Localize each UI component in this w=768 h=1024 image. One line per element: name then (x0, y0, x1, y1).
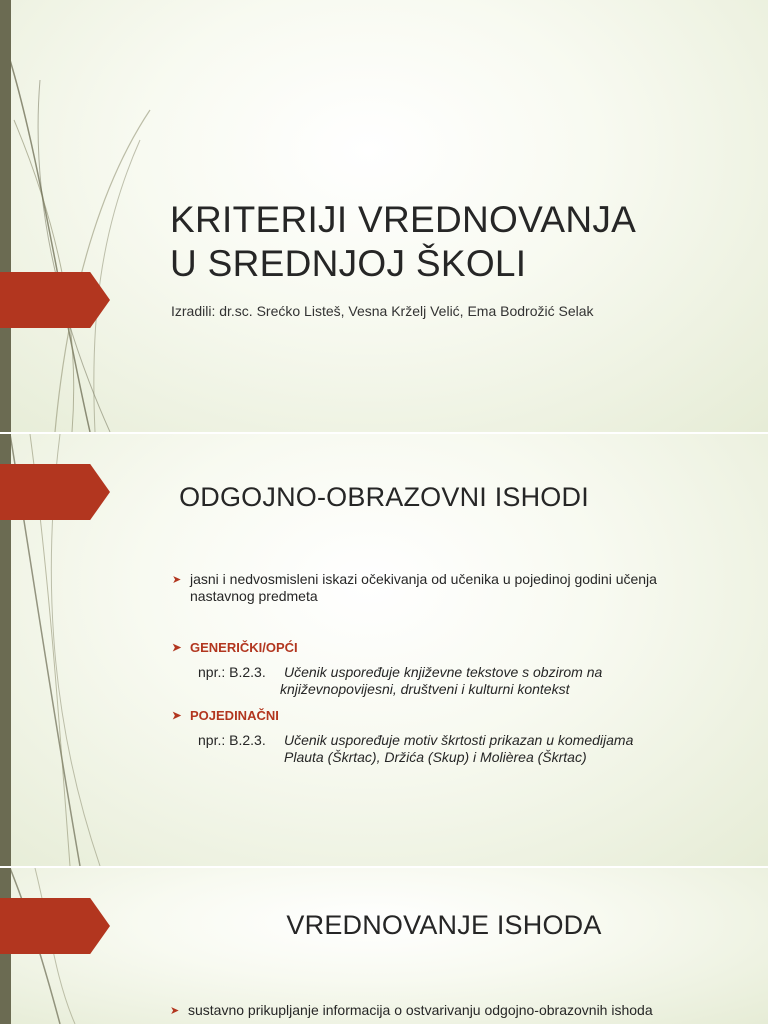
bullet-text-line-1: jasni i nedvosmisleni iskazi očekivanja od učenika u pojedinoj godini učenja (190, 571, 657, 587)
slide-2-title: ODGOJNO-OBRAZOVNI ISHODI (179, 482, 589, 512)
slide-2 (0, 434, 768, 866)
bullet-arrow-icon: ➤ (172, 642, 182, 654)
bullet-collection (170, 1002, 758, 1019)
generic-example-line-2 (280, 681, 569, 698)
bullet-arrow-icon: ➤ (172, 574, 182, 586)
slide-1-subtitle: Izradili: dr.sc. Srećko Listeš, Vesna Krželj Velić, Ema Bodrožić Selak (171, 303, 594, 319)
generic-label: GENERIČKI/OPĆI (190, 640, 298, 655)
specific-example-prefix: npr.: B.2.3. (198, 732, 266, 748)
specific-example-text-1: Učenik uspoređuje motiv škrtosti prikazan u komedijama (284, 732, 634, 748)
title-line-2: U SREDNJOJ ŠKOLI (170, 243, 527, 284)
accent-arrow (0, 272, 110, 328)
generic-example-line-1 (284, 664, 602, 681)
specific-example-line-2 (284, 749, 587, 766)
generic-example-text-1: Učenik uspoređuje književne tekstove s obzirom na (284, 664, 603, 680)
bullet-definition (172, 571, 750, 605)
slide-1-title (170, 198, 750, 286)
generic-example-prefix: npr.: B.2.3. (198, 664, 266, 680)
specific-label: POJEDINAČNI (190, 708, 279, 723)
bullet-specific (172, 707, 279, 724)
specific-example-text-2: Plauta (Škrtac), Držića (Skup) i Molièrea (Škrtac) (284, 749, 587, 765)
bullet-text: sustavno prikupljanje informacija o ostvarivanju odgojno-obrazovnih ishoda (188, 1002, 653, 1018)
bullet-text-line-2: nastavnog predmeta (190, 588, 318, 604)
title-line-1: KRITERIJI VREDNOVANJA (170, 199, 637, 240)
bullet-arrow-icon: ➤ (172, 710, 182, 722)
slide-3-title: VREDNOVANJE ISHODA (286, 910, 602, 940)
bullet-arrow-icon: ➤ (170, 1005, 180, 1017)
specific-example-line-1 (284, 732, 633, 749)
generic-example-text-2: književnopovijesni, društveni i kulturni kontekst (280, 681, 570, 697)
slide-1 (0, 0, 768, 432)
bullet-generic (172, 639, 298, 656)
decorative-lines (0, 0, 160, 432)
slide-3 (0, 868, 768, 1024)
